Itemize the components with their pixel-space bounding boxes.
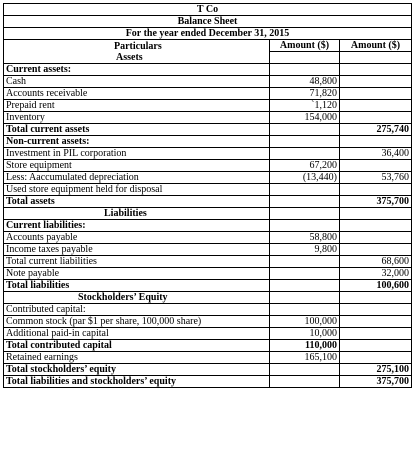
total-liabilities-label: Total liabilities xyxy=(4,280,270,292)
total-equity-amount: 275,100 xyxy=(340,364,412,376)
accounts-payable-label: Accounts payable xyxy=(4,232,270,244)
total-current-assets-amount: 275,740 xyxy=(340,124,412,136)
total-liabilities-equity-label: Total liabilities and stockholders’ equity xyxy=(4,376,270,388)
col-amount-1: Amount ($) xyxy=(270,40,340,52)
income-taxes-payable-amount: 9,800 xyxy=(270,244,340,256)
investment-label: Investment in PIL corporation xyxy=(4,148,270,160)
note-payable-amount: 32,000 xyxy=(340,268,412,280)
investment-amount: 36,400 xyxy=(340,148,412,160)
statement-title: Balance Sheet xyxy=(4,16,412,28)
apic-amount: 10,000 xyxy=(270,328,340,340)
apic-label: Additional paid-in capital xyxy=(4,328,270,340)
total-current-liabilities-amount: 68,600 xyxy=(340,256,412,268)
total-liabilities-amount: 100,600 xyxy=(340,280,412,292)
cash-amount: 48,800 xyxy=(270,76,340,88)
store-equipment-amount: 67,200 xyxy=(270,160,340,172)
balance-sheet-table xyxy=(3,3,412,388)
held-for-disposal-label: Used store equipment held for disposal xyxy=(4,184,270,196)
contributed-capital-heading: Contributed capital: xyxy=(4,304,270,316)
current-liabilities-heading: Current liabilities: xyxy=(4,220,270,232)
net-store-equipment-amount: 53,760 xyxy=(340,172,412,184)
total-liabilities-equity-amount: 375,700 xyxy=(340,376,412,388)
balance-sheet xyxy=(3,3,411,388)
common-stock-label: Common stock (par $1 per share, 100,000 share) xyxy=(4,316,270,328)
depreciation-amount: (13,440) xyxy=(270,172,340,184)
total-assets-label: Total assets xyxy=(4,196,270,208)
retained-earnings-amount: 165,100 xyxy=(270,352,340,364)
current-assets-heading: Current assets: xyxy=(4,64,270,76)
total-current-assets-label: Total current assets xyxy=(4,124,270,136)
prepaid-rent-amount: `1,120 xyxy=(270,100,340,112)
liabilities-heading: Liabilities xyxy=(4,208,270,220)
retained-earnings-label: Retained earnings xyxy=(4,352,270,364)
accounts-payable-amount: 58,800 xyxy=(270,232,340,244)
total-equity-label: Total stockholders’ equity xyxy=(4,364,270,376)
assets-heading: Assets xyxy=(4,52,270,64)
period-title: For the year ended December 31, 2015 xyxy=(4,28,412,40)
ar-amount: 71,820 xyxy=(270,88,340,100)
common-stock-amount: 100,000 xyxy=(270,316,340,328)
income-taxes-payable-label: Income taxes payable xyxy=(4,244,270,256)
prepaid-rent-label: Prepaid rent xyxy=(4,100,270,112)
ar-label: Accounts receivable xyxy=(4,88,270,100)
noncurrent-assets-heading: Non-current assets: xyxy=(4,136,270,148)
inventory-label: Inventory xyxy=(4,112,270,124)
col-particulars: Particulars xyxy=(114,40,162,52)
company-name: T Co xyxy=(4,4,412,16)
equity-heading: Stockholders’ Equity xyxy=(4,292,270,304)
total-contributed-capital-label: Total contributed capital xyxy=(4,340,270,352)
total-assets-amount: 375,700 xyxy=(340,196,412,208)
col-amount-2: Amount ($) xyxy=(340,40,412,52)
note-payable-label: Note payable xyxy=(4,268,270,280)
inventory-amount: 154,000 xyxy=(270,112,340,124)
total-current-liabilities-label: Total current liabilities xyxy=(4,256,270,268)
total-contributed-capital-amount: 110,000 xyxy=(270,340,340,352)
store-equipment-label: Store equipment xyxy=(4,160,270,172)
depreciation-label: Less: Aaccumulated depreciation xyxy=(4,172,270,184)
cash-label: Cash xyxy=(4,76,270,88)
